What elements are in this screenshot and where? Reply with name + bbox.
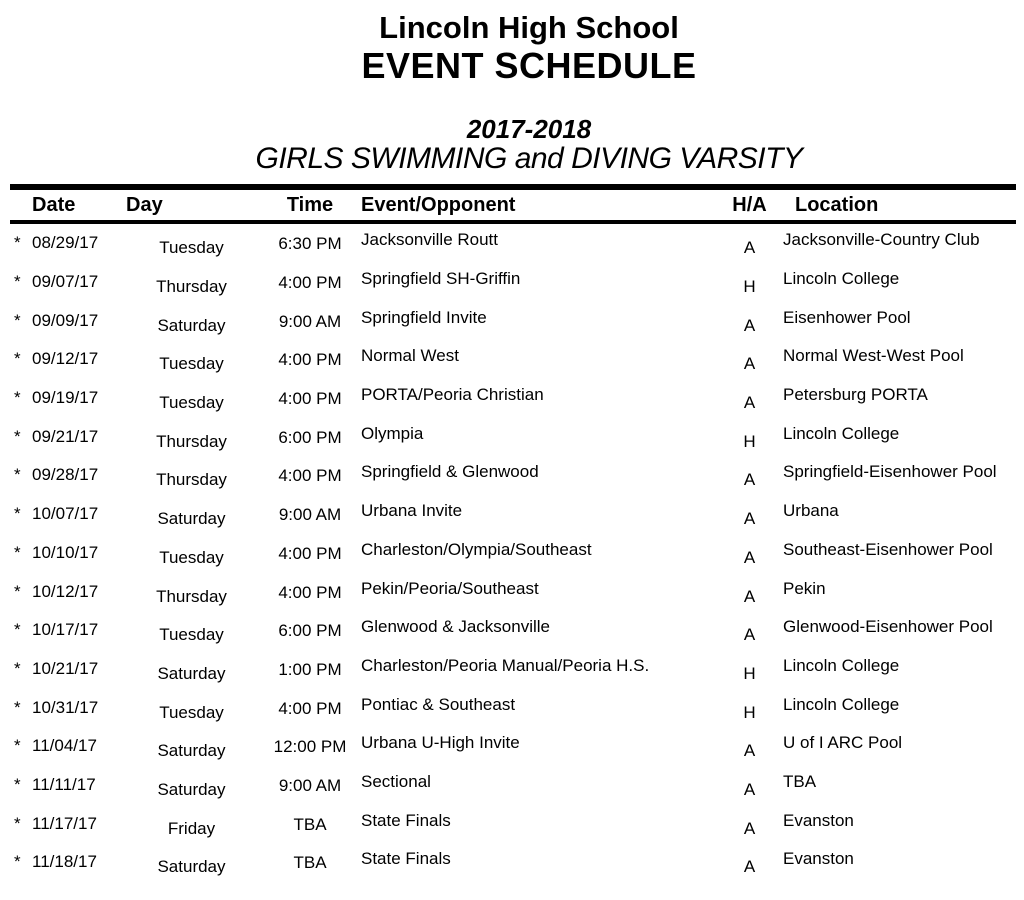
table-row: [10, 611, 1016, 650]
cell-home-away: H: [743, 663, 756, 683]
cell-day: Tuesday: [159, 547, 224, 567]
row-marker: *: [14, 774, 21, 794]
column-header-home-away: H/A: [732, 193, 767, 216]
table-row: [10, 650, 1016, 689]
cell-day: Thursday: [156, 431, 227, 451]
cell-day: Tuesday: [159, 238, 224, 258]
cell-event-opponent: Pontiac & Southeast: [361, 694, 516, 714]
cell-date: 08/29/17: [32, 233, 99, 253]
cell-location: Lincoln College: [783, 269, 900, 289]
cell-day: Tuesday: [159, 393, 224, 413]
cell-time: 6:00 PM: [278, 427, 342, 447]
table-row: [10, 495, 1016, 534]
cell-location: TBA: [783, 771, 817, 791]
table-row: [10, 766, 1016, 805]
cell-time: 6:30 PM: [278, 234, 342, 254]
column-header-date: Date: [32, 193, 76, 216]
cell-event-opponent: Sectional: [361, 771, 431, 791]
team-subtitle: GIRLS SWIMMING and DIVING VARSITY: [255, 142, 803, 175]
cell-event-opponent: Springfield Invite: [361, 307, 487, 327]
cell-time: TBA: [293, 853, 327, 873]
cell-event-opponent: Urbana Invite: [361, 501, 463, 521]
cell-date: 10/31/17: [32, 697, 99, 717]
row-marker: *: [14, 465, 21, 485]
cell-time: 12:00 PM: [273, 737, 347, 757]
cell-home-away: H: [743, 277, 756, 297]
row-marker: *: [14, 697, 21, 717]
cell-time: 9:00 AM: [278, 505, 342, 525]
row-marker: *: [14, 658, 21, 678]
cell-location: Pekin: [783, 578, 826, 598]
row-marker: *: [14, 504, 21, 524]
table-row: [10, 843, 1016, 882]
cell-home-away: A: [743, 238, 756, 258]
cell-day: Thursday: [156, 586, 227, 606]
table-row: [10, 456, 1016, 495]
cell-home-away: A: [743, 393, 756, 413]
table-row: [10, 688, 1016, 727]
row-marker: *: [14, 581, 21, 601]
cell-day: Tuesday: [159, 702, 224, 722]
cell-day: Tuesday: [159, 625, 224, 645]
cell-date: 10/17/17: [32, 620, 99, 640]
cell-event-opponent: Normal West: [361, 346, 459, 366]
cell-day: Thursday: [156, 470, 227, 490]
cell-time: 4:00 PM: [278, 543, 342, 563]
cell-day: Saturday: [157, 509, 226, 529]
cell-date: 10/21/17: [32, 658, 99, 678]
cell-event-opponent: Urbana U-High Invite: [361, 733, 520, 753]
cell-event-opponent: Pekin/Peoria/Southeast: [361, 578, 539, 598]
cell-time: 6:00 PM: [278, 621, 342, 641]
cell-event-opponent: Springfield SH-Griffin: [361, 269, 521, 289]
cell-date: 09/09/17: [32, 310, 99, 330]
cell-location: Lincoln College: [783, 694, 900, 714]
table-row: [10, 301, 1016, 340]
cell-home-away: A: [743, 779, 756, 799]
cell-home-away: A: [743, 547, 756, 567]
cell-home-away: A: [743, 625, 756, 645]
cell-time: 4:00 PM: [278, 273, 342, 293]
table-row: [10, 534, 1016, 573]
row-marker: *: [14, 272, 21, 292]
cell-date: 09/12/17: [32, 349, 99, 369]
cell-time: 4:00 PM: [278, 698, 342, 718]
row-marker: *: [14, 310, 21, 330]
cell-location: Evanston: [783, 810, 854, 830]
cell-home-away: H: [743, 431, 756, 451]
cell-time: 9:00 AM: [278, 775, 342, 795]
cell-location: Lincoln College: [783, 655, 900, 675]
row-marker: *: [14, 542, 21, 562]
table-body: [10, 224, 1016, 882]
column-header-time: Time: [286, 193, 334, 216]
cell-location: Glenwood-Eisenhower Pool: [783, 617, 993, 637]
cell-event-opponent: State Finals: [361, 810, 451, 830]
page-title: EVENT SCHEDULE: [361, 45, 697, 86]
table-row: [10, 417, 1016, 456]
cell-event-opponent: Charleston/Olympia/Southeast: [361, 539, 592, 559]
cell-time: 4:00 PM: [278, 389, 342, 409]
cell-time: 1:00 PM: [278, 659, 342, 679]
cell-home-away: A: [743, 741, 756, 761]
cell-date: 11/11/17: [32, 774, 96, 794]
cell-day: Saturday: [157, 663, 226, 683]
cell-home-away: A: [743, 857, 756, 877]
cell-location: Eisenhower Pool: [783, 307, 911, 327]
cell-date: 09/28/17: [32, 465, 99, 485]
table-header-row: [10, 190, 1016, 220]
document-header: [17, 0, 1024, 176]
cell-time: 9:00 AM: [278, 311, 342, 331]
cell-date: 09/07/17: [32, 272, 99, 292]
cell-event-opponent: PORTA/Peoria Christian: [361, 385, 544, 405]
cell-location: U of I ARC Pool: [783, 733, 903, 753]
cell-time: TBA: [293, 814, 327, 834]
cell-date: 10/07/17: [32, 504, 99, 524]
cell-home-away: A: [743, 586, 756, 606]
cell-date: 11/17/17: [32, 813, 97, 833]
cell-date: 10/10/17: [32, 542, 99, 562]
cell-time: 4:00 PM: [278, 582, 342, 602]
cell-event-opponent: Olympia: [361, 423, 424, 443]
cell-home-away: A: [743, 470, 756, 490]
cell-event-opponent: State Finals: [361, 849, 451, 869]
column-header-location: Location: [795, 193, 879, 216]
cell-location: Lincoln College: [783, 423, 900, 443]
cell-date: 11/18/17: [32, 852, 97, 872]
cell-day: Saturday: [157, 857, 226, 877]
cell-location: Southeast-Eisenhower Pool: [783, 539, 993, 559]
cell-day: Saturday: [157, 779, 226, 799]
cell-event-opponent: Charleston/Peoria Manual/Peoria H.S.: [361, 655, 650, 675]
cell-location: Evanston: [783, 849, 854, 869]
table-row: [10, 727, 1016, 766]
cell-date: 11/04/17: [32, 736, 97, 756]
schedule-table: [10, 184, 1016, 882]
cell-date: 09/21/17: [32, 426, 99, 446]
season-label: 2017-2018: [466, 114, 592, 144]
cell-day: Thursday: [156, 277, 227, 297]
row-marker: *: [14, 349, 21, 369]
table-row: [10, 263, 1016, 302]
cell-date: 10/12/17: [32, 581, 99, 601]
cell-home-away: A: [743, 354, 756, 374]
cell-time: 4:00 PM: [278, 466, 342, 486]
cell-date: 09/19/17: [32, 388, 99, 408]
cell-home-away: A: [743, 818, 756, 838]
table-row: [10, 340, 1016, 379]
column-header-day: Day: [126, 193, 163, 216]
cell-location: Jacksonville-Country Club: [783, 230, 980, 250]
row-marker: *: [14, 852, 21, 872]
row-marker: *: [14, 813, 21, 833]
table-row: [10, 379, 1016, 418]
cell-home-away: A: [743, 509, 756, 529]
cell-location: Urbana: [783, 501, 839, 521]
table-row: [10, 804, 1016, 843]
cell-time: 4:00 PM: [278, 350, 342, 370]
cell-location: Petersburg PORTA: [783, 385, 928, 405]
cell-event-opponent: Springfield & Glenwood: [361, 462, 539, 482]
row-marker: *: [14, 233, 21, 253]
column-header-event-opponent: Event/Opponent: [361, 193, 516, 216]
row-marker: *: [14, 620, 21, 640]
cell-event-opponent: Glenwood & Jacksonville: [361, 617, 550, 637]
table-row: [10, 224, 1016, 263]
cell-day: Saturday: [157, 741, 226, 761]
cell-day: Tuesday: [159, 354, 224, 374]
row-marker: *: [14, 388, 21, 408]
table-row: [10, 572, 1016, 611]
cell-event-opponent: Jacksonville Routt: [361, 230, 499, 250]
row-marker: *: [14, 736, 21, 756]
cell-location: Normal West-West Pool: [783, 346, 964, 366]
cell-location: Springfield-Eisenhower Pool: [783, 462, 997, 482]
cell-day: Friday: [167, 818, 216, 838]
cell-home-away: A: [743, 315, 756, 335]
cell-day: Saturday: [157, 315, 226, 335]
school-name: Lincoln High School: [379, 10, 679, 45]
row-marker: *: [14, 426, 21, 446]
cell-home-away: H: [743, 702, 756, 722]
